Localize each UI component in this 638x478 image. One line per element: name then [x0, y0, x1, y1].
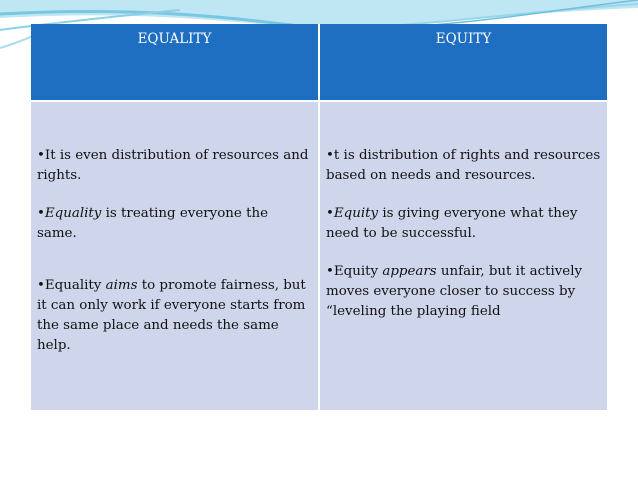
- equality-term: Equality: [44, 206, 102, 221]
- equality-aim-em: aims: [105, 278, 138, 293]
- equity-cell: [319, 101, 607, 410]
- equity-appearance: [326, 262, 601, 322]
- equity-term: Equity: [333, 206, 379, 221]
- equity-appearance-text: unfair, but it actively moves everyone closer to success by “leveling the playing field: [326, 264, 583, 319]
- equality-cell: [31, 101, 319, 410]
- equality-definition: •It is even distribution of resources and rights.: [37, 148, 309, 183]
- header-equity: EQUITY: [319, 24, 607, 101]
- equity-appearance-prefix: •Equity: [326, 264, 383, 279]
- equality-treatment: [37, 204, 312, 244]
- equality-treatment-text: is treating everyone the same.: [37, 206, 269, 241]
- equity-appearance-em: appears: [382, 264, 437, 279]
- bullet: •: [326, 206, 334, 221]
- equity-treatment: [326, 204, 601, 244]
- bullet: •: [37, 206, 45, 221]
- equality-aim-text: to promote fairness, but it can only work if everyone starts from the same place and needs the same help.: [37, 278, 306, 353]
- header-row: [31, 24, 607, 101]
- content-row: [31, 101, 607, 410]
- comparison-table: [31, 24, 607, 410]
- equality-aim: [37, 276, 312, 356]
- equality-aim-prefix: •Equality: [37, 278, 106, 293]
- header-equality: EQUALITY: [31, 24, 319, 101]
- equity-treatment-text: is giving everyone what they need to be successful.: [326, 206, 578, 241]
- equity-definition: •t is distribution of rights and resources based on needs and resources.: [326, 148, 601, 183]
